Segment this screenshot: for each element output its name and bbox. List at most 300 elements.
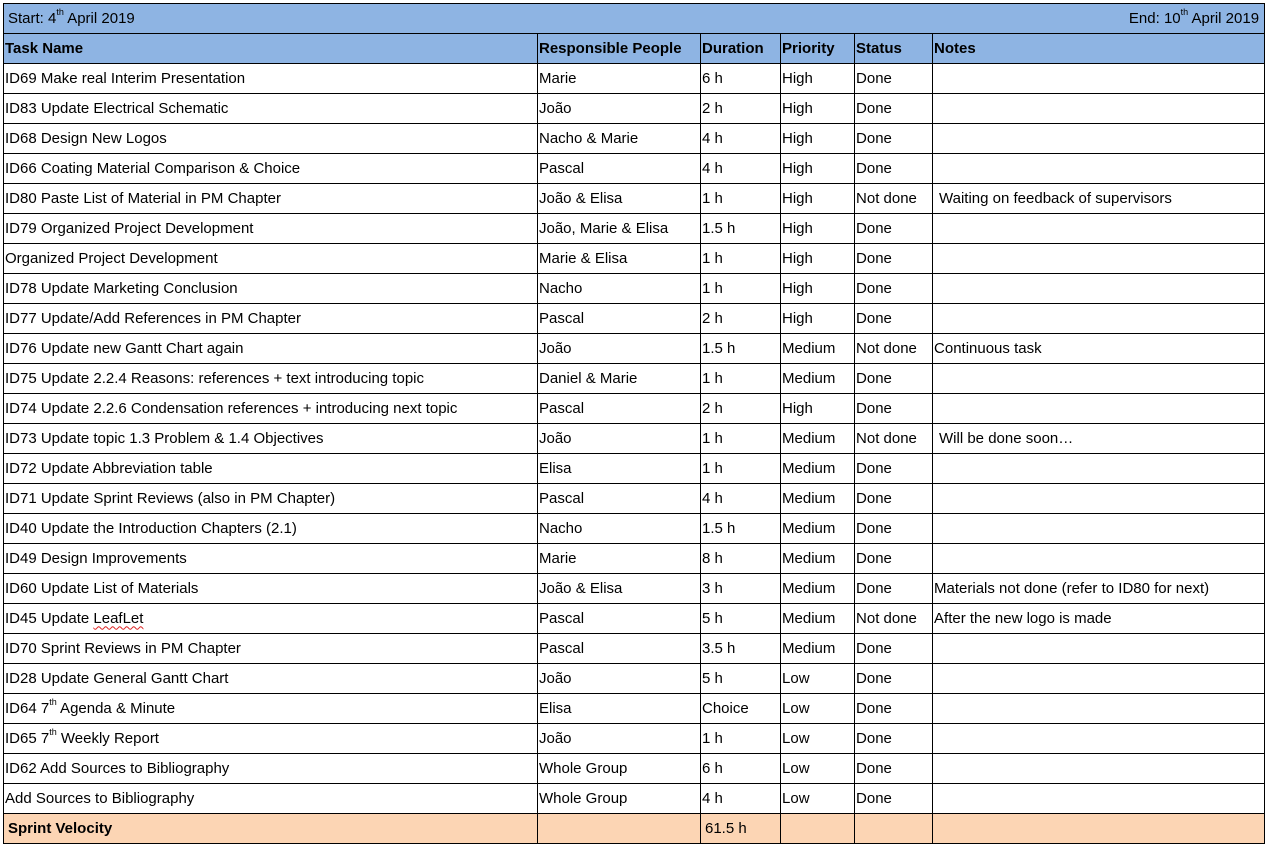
cell-priority[interactable] [781,514,855,544]
status-text: Done [856,279,892,297]
task-text: ID83 Update Electrical Schematic [5,99,229,117]
priority-text: Medium [782,339,836,357]
cell-duration[interactable] [701,304,781,334]
status-text: Not done [856,609,917,627]
cell-task[interactable] [4,454,538,484]
sprint-table-sheet [3,3,1264,844]
cell-duration[interactable] [701,754,781,784]
table-row [4,754,1265,784]
cell-task[interactable] [4,304,538,334]
status-text: Done [856,159,892,177]
cell-notes[interactable] [933,484,1265,514]
cell-status[interactable] [855,574,933,604]
cell-duration[interactable] [701,574,781,604]
people-text: João, Marie & Elisa [539,219,669,237]
cell-task[interactable] [4,724,538,754]
cell-notes[interactable] [933,334,1265,364]
priority-text: Medium [782,459,836,477]
cell-notes[interactable] [933,304,1265,334]
status-text: Not done [856,189,917,207]
duration-text: 5 h [702,609,723,627]
table-row [4,514,1265,544]
people-text: Elisa [539,459,572,477]
table-row [4,694,1265,724]
table-row [4,664,1265,694]
cell-priority[interactable] [781,364,855,394]
status-text: Done [856,129,892,147]
duration-text: 3.5 h [702,639,736,657]
cell-people[interactable] [538,334,701,364]
priority-text: Medium [782,519,836,537]
cell-notes[interactable] [933,634,1265,664]
cell-priority[interactable] [781,124,855,154]
status-text: Done [856,309,892,327]
cell-priority[interactable] [781,94,855,124]
people-text: João [539,729,572,747]
task-suffix-text: Weekly Report [56,729,159,747]
priority-text: High [782,159,813,177]
cell-notes[interactable] [933,514,1265,544]
cell-task[interactable] [4,754,538,784]
cell-status[interactable] [855,154,933,184]
table-row [4,424,1265,454]
people-text: João [539,99,572,117]
task-text: ID78 Update Marketing Conclusion [5,279,238,297]
header-priority[interactable]: Priority [781,34,855,64]
cell-task[interactable] [4,574,538,604]
cell-task[interactable] [4,694,538,724]
priority-text: High [782,279,813,297]
cell-task[interactable] [4,604,538,634]
header-status[interactable]: Status [855,34,933,64]
task-text: ID62 Add Sources to Bibliography [5,759,230,777]
duration-text: 1 h [702,279,723,297]
duration-text: 4 h [702,489,723,507]
people-text: João & Elisa [539,579,623,597]
duration-text: 5 h [702,669,723,687]
people-text: Elisa [539,699,572,717]
priority-text: High [782,99,813,117]
velocity-label[interactable]: Sprint Velocity [4,814,538,844]
cell-task[interactable] [4,334,538,364]
task-suffix-text: Agenda & Minute [56,699,176,717]
table-row [4,304,1265,334]
people-text: Nacho [539,279,583,297]
cell-priority[interactable] [781,694,855,724]
people-text: João [539,669,572,687]
priority-text: Low [782,759,810,777]
cell-people[interactable] [538,364,701,394]
cell-notes[interactable] [933,664,1265,694]
duration-text: 4 h [702,789,723,807]
cell-notes[interactable] [933,184,1265,214]
priority-text: Medium [782,429,836,447]
sprint-task-table [3,3,1265,844]
table-row [4,454,1265,484]
cell-notes[interactable] [933,154,1265,184]
priority-text: High [782,219,813,237]
task-text: ID68 Design New Logos [5,129,167,147]
cell-priority[interactable] [781,274,855,304]
header-duration[interactable]: Duration [701,34,781,64]
velocity-empty-priority[interactable] [781,814,855,844]
status-text: Done [856,399,892,417]
cell-task[interactable] [4,214,538,244]
cell-priority[interactable] [781,394,855,424]
cell-priority[interactable] [781,724,855,754]
cell-priority[interactable] [781,244,855,274]
cell-priority[interactable] [781,214,855,244]
people-text: Marie [539,69,577,87]
sprint-start-date[interactable]: Start: 4th April 2019 [4,4,781,34]
people-text: Pascal [539,639,585,657]
people-text: Marie & Elisa [539,249,628,267]
table-row [4,94,1265,124]
cell-status[interactable] [855,424,933,454]
cell-duration[interactable] [701,514,781,544]
people-text: Marie [539,549,577,567]
task-text: ID77 Update/Add References in PM Chapter [5,309,301,327]
cell-task[interactable] [4,364,538,394]
duration-text: Choice [702,699,749,717]
status-text: Done [856,99,892,117]
cell-people[interactable] [538,454,701,484]
cell-people[interactable] [538,634,701,664]
people-text: Daniel & Marie [539,369,638,387]
table-row [4,184,1265,214]
cell-people[interactable] [538,64,701,94]
velocity-empty-people[interactable] [538,814,701,844]
people-text: Nacho [539,519,583,537]
cell-notes[interactable] [933,454,1265,484]
cell-task[interactable] [4,394,538,424]
cell-task[interactable] [4,514,538,544]
table-row [4,334,1265,364]
cell-status[interactable] [855,94,933,124]
cell-priority[interactable] [781,184,855,214]
cell-status[interactable] [855,544,933,574]
cell-people[interactable] [538,544,701,574]
cell-people[interactable] [538,154,701,184]
cell-notes[interactable] [933,754,1265,784]
cell-duration[interactable] [701,604,781,634]
duration-text: 1 h [702,729,723,747]
table-row [4,244,1265,274]
cell-duration[interactable] [701,124,781,154]
cell-notes[interactable] [933,124,1265,154]
duration-text: 3 h [702,579,723,597]
duration-text: 8 h [702,549,723,567]
duration-text: 1 h [702,369,723,387]
cell-notes[interactable] [933,694,1265,724]
cell-priority[interactable] [781,754,855,784]
task-text: ID69 Make real Interim Presentation [5,69,246,87]
cell-people[interactable] [538,604,701,634]
table-row [4,544,1265,574]
notes-text: Continuous task [934,339,1042,357]
table-row [4,484,1265,514]
cell-duration[interactable] [701,184,781,214]
cell-task[interactable] [4,94,538,124]
duration-text: 2 h [702,309,723,327]
priority-text: High [782,189,813,207]
notes-text: Waiting on feedback of supervisors [939,189,1172,207]
cell-task[interactable] [4,274,538,304]
cell-notes[interactable] [933,274,1265,304]
header-notes[interactable]: Notes [933,34,1265,64]
cell-status[interactable] [855,244,933,274]
cell-priority[interactable] [781,424,855,454]
status-text: Done [856,459,892,477]
cell-task[interactable] [4,784,538,814]
cell-status[interactable] [855,274,933,304]
table-row [4,634,1265,664]
task-text: ID64 7 [5,699,50,717]
cell-people[interactable] [538,694,701,724]
duration-text: 1.5 h [702,219,736,237]
header-task-name[interactable]: Task Name [4,34,538,64]
task-text: ID74 Update 2.2.6 Condensation references + introducing next topic [5,399,458,417]
cell-people[interactable] [538,574,701,604]
cell-duration[interactable] [701,424,781,454]
cell-priority[interactable] [781,604,855,634]
status-text: Done [856,489,892,507]
task-text: ID73 Update topic 1.3 Problem & 1.4 Objectives [5,429,324,447]
cell-people[interactable] [538,394,701,424]
cell-status[interactable] [855,364,933,394]
task-text: ID72 Update Abbreviation table [5,459,213,477]
people-text: João [539,429,572,447]
cell-duration[interactable] [701,214,781,244]
cell-task[interactable] [4,424,538,454]
cell-status[interactable] [855,304,933,334]
duration-text: 1.5 h [702,519,736,537]
cell-priority[interactable] [781,544,855,574]
status-text: Done [856,729,892,747]
task-text: ID71 Update Sprint Reviews (also in PM Chapter) [5,489,336,507]
cell-status[interactable] [855,484,933,514]
cell-notes[interactable] [933,784,1265,814]
cell-task[interactable] [4,634,538,664]
velocity-total[interactable]: 61.5 h [701,814,781,844]
cell-status[interactable] [855,184,933,214]
velocity-empty-status[interactable] [855,814,933,844]
cell-status[interactable] [855,724,933,754]
cell-people[interactable] [538,94,701,124]
cell-duration[interactable] [701,664,781,694]
people-text: Pascal [539,489,585,507]
cell-duration[interactable] [701,454,781,484]
cell-notes[interactable] [933,214,1265,244]
cell-people[interactable] [538,304,701,334]
cell-duration[interactable] [701,484,781,514]
cell-priority[interactable] [781,304,855,334]
cell-duration[interactable] [701,154,781,184]
cell-people[interactable] [538,514,701,544]
priority-text: Low [782,729,810,747]
task-text: ID45 Update [5,609,94,627]
priority-text: Medium [782,369,836,387]
duration-text: 6 h [702,69,723,87]
cell-people[interactable] [538,274,701,304]
cell-priority[interactable] [781,664,855,694]
cell-task[interactable] [4,184,538,214]
table-row [4,604,1265,634]
cell-notes[interactable] [933,364,1265,394]
cell-priority[interactable] [781,64,855,94]
cell-duration[interactable] [701,244,781,274]
cell-task[interactable] [4,64,538,94]
cell-duration[interactable] [701,364,781,394]
cell-people[interactable] [538,784,701,814]
cell-duration[interactable] [701,274,781,304]
cell-people[interactable] [538,424,701,454]
cell-priority[interactable] [781,454,855,484]
cell-status[interactable] [855,124,933,154]
task-superscript: th [49,696,57,707]
cell-notes[interactable] [933,394,1265,424]
duration-text: 6 h [702,759,723,777]
notes-text: Materials not done (refer to ID80 for next) [934,579,1210,597]
duration-text: 1 h [702,429,723,447]
cell-people[interactable] [538,484,701,514]
duration-text: 1 h [702,459,723,477]
table-row [4,124,1265,154]
task-text: Organized Project Development [5,249,218,267]
cell-duration[interactable] [701,694,781,724]
cell-duration[interactable] [701,94,781,124]
cell-notes[interactable] [933,724,1265,754]
cell-status[interactable] [855,394,933,424]
status-text: Done [856,69,892,87]
cell-status[interactable] [855,514,933,544]
priority-text: High [782,249,813,267]
cell-notes[interactable] [933,574,1265,604]
people-text: Pascal [539,399,585,417]
cell-priority[interactable] [781,574,855,604]
cell-task[interactable] [4,124,538,154]
duration-text: 2 h [702,399,723,417]
cell-priority[interactable] [781,334,855,364]
cell-duration[interactable] [701,334,781,364]
cell-duration[interactable] [701,394,781,424]
people-text: Whole Group [539,789,628,807]
cell-status[interactable] [855,214,933,244]
cell-notes[interactable] [933,424,1265,454]
duration-text: 4 h [702,129,723,147]
status-text: Done [856,219,892,237]
cell-task[interactable] [4,544,538,574]
duration-text: 1 h [702,249,723,267]
task-text: ID49 Design Improvements [5,549,187,567]
cell-status[interactable] [855,784,933,814]
cell-status[interactable] [855,604,933,634]
priority-text: High [782,309,813,327]
priority-text: Low [782,669,810,687]
column-header-row [4,34,1265,64]
cell-duration[interactable] [701,784,781,814]
table-row [4,394,1265,424]
cell-status[interactable] [855,454,933,484]
cell-duration[interactable] [701,64,781,94]
sprint-end-date[interactable]: End: 10th April 2019 [781,4,1265,34]
people-text: Pascal [539,159,585,177]
spellcheck-flagged-word: LeafLet [93,609,144,627]
cell-priority[interactable] [781,484,855,514]
people-text: João & Elisa [539,189,623,207]
task-text: ID79 Organized Project Development [5,219,254,237]
cell-status[interactable] [855,64,933,94]
cell-people[interactable] [538,214,701,244]
people-text: Whole Group [539,759,628,777]
cell-people[interactable] [538,244,701,274]
cell-status[interactable] [855,664,933,694]
velocity-empty-notes[interactable] [933,814,1265,844]
people-text: João [539,339,572,357]
cell-people[interactable] [538,724,701,754]
status-text: Not done [856,429,917,447]
task-text: ID28 Update General Gantt Chart [5,669,229,687]
table-row [4,274,1265,304]
duration-text: 4 h [702,159,723,177]
cell-notes[interactable] [933,604,1265,634]
status-text: Done [856,639,892,657]
task-text: ID70 Sprint Reviews in PM Chapter [5,639,241,657]
task-text: ID66 Coating Material Comparison & Choice [5,159,301,177]
task-text: ID80 Paste List of Material in PM Chapter [5,189,281,207]
duration-text: 1 h [702,189,723,207]
cell-priority[interactable] [781,634,855,664]
priority-text: Medium [782,579,836,597]
cell-notes[interactable] [933,244,1265,274]
people-text: Pascal [539,309,585,327]
cell-notes[interactable] [933,94,1265,124]
cell-status[interactable] [855,694,933,724]
priority-text: Medium [782,639,836,657]
priority-text: High [782,399,813,417]
cell-task[interactable] [4,244,538,274]
header-responsible-people[interactable]: Responsible People [538,34,701,64]
cell-priority[interactable] [781,154,855,184]
task-superscript: th [49,726,57,737]
cell-notes[interactable] [933,64,1265,94]
cell-people[interactable] [538,754,701,784]
priority-text: High [782,69,813,87]
cell-duration[interactable] [701,724,781,754]
cell-task[interactable] [4,154,538,184]
task-text: Add Sources to Bibliography [5,789,195,807]
cell-notes[interactable] [933,544,1265,574]
table-row [4,214,1265,244]
cell-task[interactable] [4,664,538,694]
cell-people[interactable] [538,664,701,694]
priority-text: Medium [782,609,836,627]
cell-status[interactable] [855,634,933,664]
cell-duration[interactable] [701,634,781,664]
cell-duration[interactable] [701,544,781,574]
notes-text: After the new logo is made [934,609,1112,627]
cell-people[interactable] [538,124,701,154]
cell-priority[interactable] [781,784,855,814]
cell-task[interactable] [4,484,538,514]
task-text: ID75 Update 2.2.4 Reasons: references + text introducing topic [5,369,424,387]
cell-status[interactable] [855,754,933,784]
cell-people[interactable] [538,184,701,214]
cell-status[interactable] [855,334,933,364]
table-row [4,154,1265,184]
status-text: Done [856,699,892,717]
status-text: Done [856,669,892,687]
